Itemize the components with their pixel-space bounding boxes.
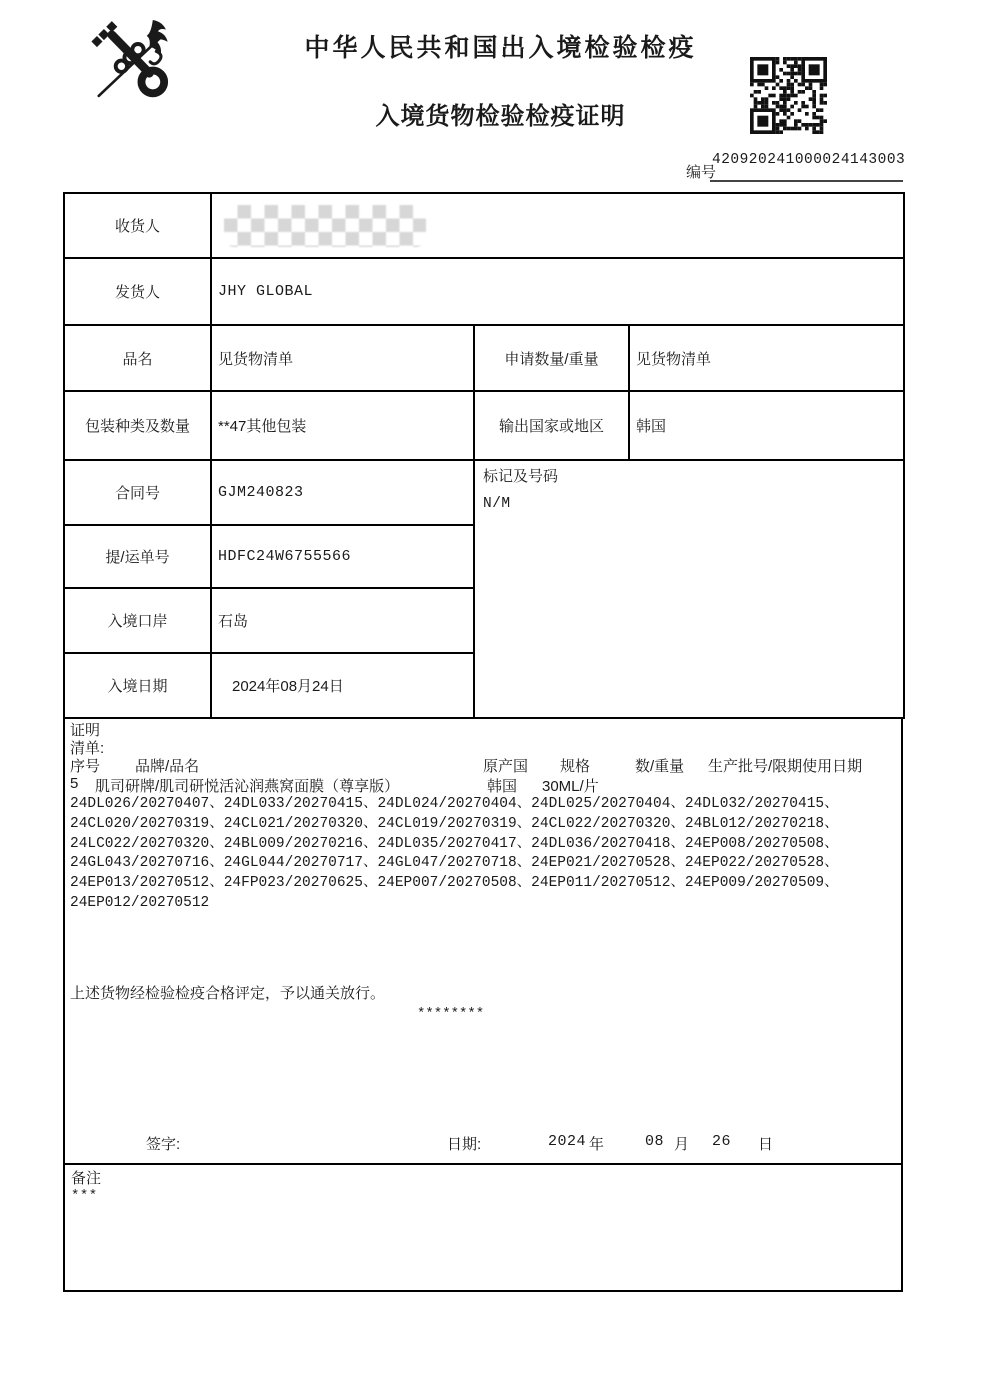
date-label: 日期: [447, 1136, 482, 1153]
certificate-section [63, 717, 903, 1163]
quantity-value: 见货物清单 [629, 325, 904, 391]
remarks-value: *** [71, 1188, 98, 1204]
document-title: 中华人民共和国出入境检验检疫 [304, 34, 697, 62]
contract-no-value: GJM240823 [211, 460, 474, 525]
quantity-label: 申请数量/重量 [474, 325, 629, 391]
year-unit: 年 [589, 1136, 605, 1153]
consignee-value-cell [211, 193, 904, 258]
stars-separator: ******** [417, 1006, 485, 1022]
date-day: 26 [712, 1133, 732, 1150]
item-spec: 30ML/片 [542, 778, 599, 795]
date-month: 08 [645, 1133, 665, 1150]
serial-label: 编号 [686, 164, 717, 181]
marks-cell [474, 460, 904, 718]
batch-line: 24CL020/20270319、24CL021/20270320、24CL019/20270319、24CL022/20270320、24BL012/20270218、 [70, 815, 839, 832]
signature-row [65, 1133, 901, 1153]
serial-underline [710, 180, 903, 182]
list-item-row [65, 775, 901, 795]
batch-numbers [70, 795, 898, 914]
entry-date-label: 入境日期 [64, 653, 211, 718]
batch-line: 24LC022/20270320、24BL009/20270216、24DL035/20270417、24DL036/20270418、24EP008/20270508、 [70, 835, 839, 852]
package-label: 包装种类及数量 [64, 391, 211, 460]
batch-line: 24EP012/20270512 [70, 894, 210, 911]
marks-value: N/M [483, 496, 511, 512]
package-value: **47其他包装 [211, 391, 474, 460]
item-origin: 韩国 [487, 778, 518, 795]
item-no: 5 [70, 775, 79, 792]
entry-port-value: 石岛 [211, 588, 474, 653]
col-origin: 原产国 [483, 758, 529, 775]
signature-label: 签字: [146, 1136, 181, 1153]
document-subtitle: 入境货物检验检疫证明 [375, 103, 626, 130]
contract-no-label: 合同号 [64, 460, 211, 525]
month-unit: 月 [674, 1136, 690, 1153]
entry-port-label: 入境口岸 [64, 588, 211, 653]
redacted-consignee-value [224, 205, 426, 247]
item-brand: 肌司研牌/肌司研悦活沁润燕窝面膜（尊享版） [95, 778, 400, 795]
date-year: 2024 [548, 1133, 587, 1150]
col-qty: 数/重量 [635, 758, 685, 775]
shipment-info-table [63, 192, 905, 719]
list-header-row [65, 755, 901, 775]
col-no: 序号 [70, 758, 101, 775]
list-heading: 清单: [70, 740, 105, 757]
bill-no-value: HDFC24W6755566 [211, 525, 474, 588]
batch-line: 24DL026/20270407、24DL033/20270415、24DL024/20270404、24DL025/20270404、24DL032/20270415、 [70, 796, 839, 812]
entry-date-value: 2024年08月24日 [211, 653, 474, 718]
shipper-value: JHY GLOBAL [211, 258, 904, 325]
shipper-label: 发货人 [64, 258, 211, 325]
marks-label: 标记及号码 [483, 468, 559, 485]
remarks-section [63, 1163, 903, 1292]
col-spec: 规格 [560, 758, 591, 775]
bill-no-label: 提/运单号 [64, 525, 211, 588]
batch-line: 24EP013/20270512、24FP023/20270625、24EP007/20270508、24EP011/20270512、24EP009/20270509、 [70, 875, 839, 892]
product-name-value: 见货物清单 [211, 325, 474, 391]
serial-number: 420920241000024143003 [712, 152, 906, 168]
col-brand: 品牌/品名 [135, 758, 200, 775]
certificate-heading: 证明 [70, 722, 101, 739]
product-name-label: 品名 [64, 325, 211, 391]
export-country-label: 输出国家或地区 [474, 391, 629, 460]
clearance-statement: 上述货物经检验检疫合格评定，予以通关放行。 [70, 985, 386, 1002]
day-unit: 日 [758, 1136, 774, 1153]
export-country-value: 韩国 [629, 391, 904, 460]
col-batch: 生产批号/限期使用日期 [708, 758, 863, 775]
batch-line: 24GL043/20270716、24GL044/20270717、24GL047/20270718、24EP021/20270528、24EP022/20270528、 [70, 855, 839, 872]
remarks-label: 备注 [71, 1170, 102, 1187]
qr-code-icon [750, 57, 827, 134]
consignee-label: 收货人 [64, 193, 211, 258]
